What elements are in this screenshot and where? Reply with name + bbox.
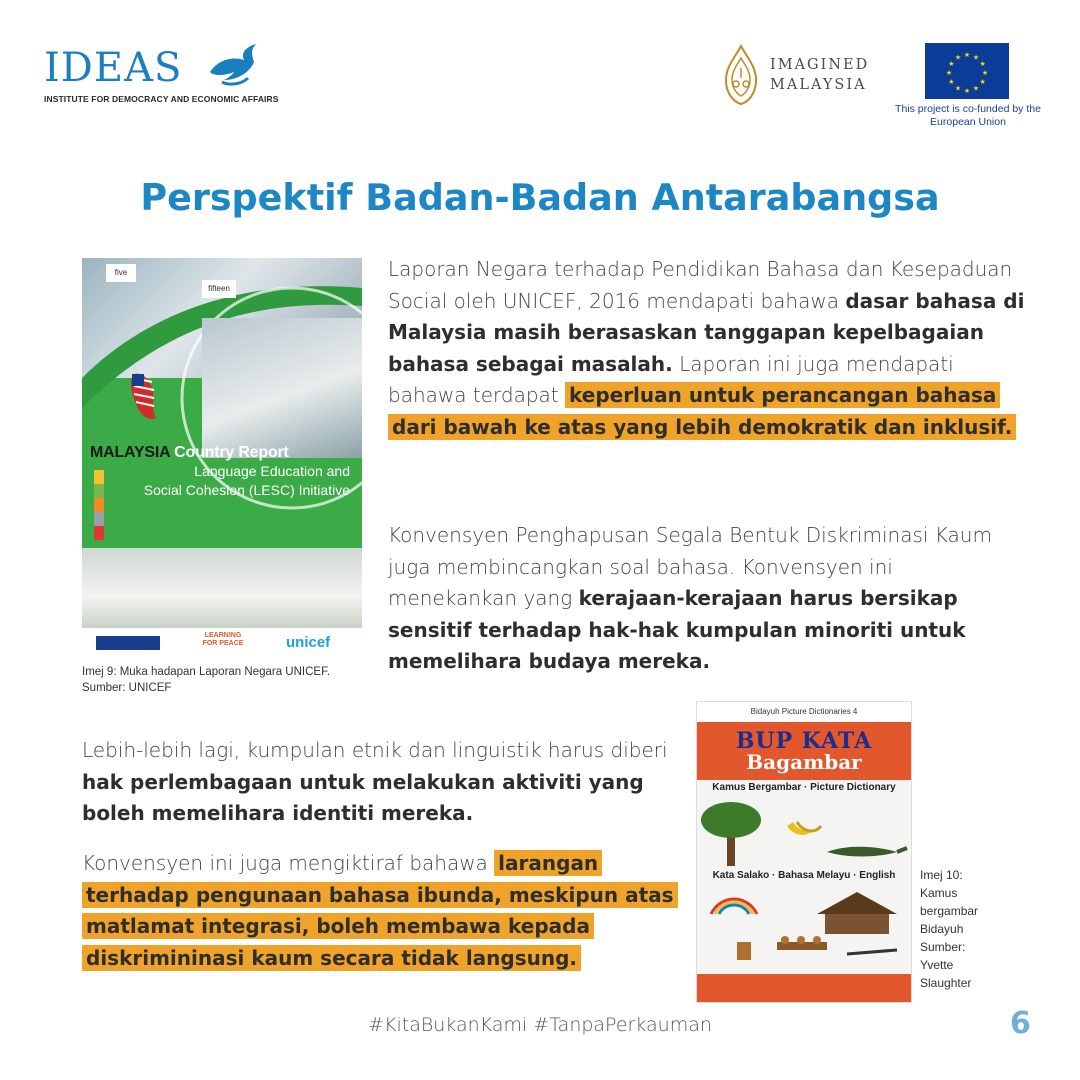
imagined-malaysia-logo bbox=[722, 44, 869, 106]
svg-text:★: ★ bbox=[963, 51, 971, 59]
p4-text-a: Konvensyen ini juga mengiktiraf bahawa bbox=[82, 851, 495, 875]
p4-highlight: larangan terhadap pengunaan bahasa ibunda, meskipun atas matlamat integrasi, boleh membawa kepada diskrimininasi kaum secara tidak langsung. bbox=[82, 850, 678, 971]
svg-text:★: ★ bbox=[945, 69, 953, 77]
unicef-logo: unicef bbox=[286, 634, 331, 651]
svg-text:★: ★ bbox=[979, 60, 986, 68]
malaysia-label: MALAYSIA bbox=[770, 77, 867, 93]
imagined-label: IMAGINED bbox=[770, 57, 870, 73]
p1-text-a: Laporan Negara terhadap Pendidikan Bahasa dan Kesepaduan Social oleh UNICEF, 2016 mendapati bahawa bbox=[388, 257, 1013, 313]
image9-caption: Imej 9: Muka hadapan Laporan Negara UNICEF. Sumber: UNICEF bbox=[82, 666, 331, 694]
svg-text:★: ★ bbox=[972, 84, 980, 93]
svg-text:★: ★ bbox=[954, 84, 962, 93]
ministry-logo-icon bbox=[96, 636, 160, 650]
cover-country: MALAYSIA bbox=[90, 444, 170, 461]
house-rainbow-illustration bbox=[697, 884, 911, 972]
svg-text:★: ★ bbox=[948, 60, 955, 68]
dove-icon bbox=[204, 42, 260, 92]
p3-bold: hak perlembagaan untuk melakukan aktiviti yang boleh memelihara identiti mereka. bbox=[82, 769, 644, 825]
eu-flag-icon bbox=[925, 43, 1009, 99]
learning-for-peace-logo: LEARNING FOR PEACE bbox=[202, 632, 244, 647]
dictionary-bottom-band bbox=[697, 974, 911, 1002]
p2-bold: kerajaan-kerajaan harus bersikap sensitif terhadap hak-hak kumpulan minoriti untuk memelihara budaya mereka. bbox=[388, 586, 966, 673]
ideas-wordmark: IDEAS bbox=[44, 45, 183, 91]
paragraph-unicef-report bbox=[388, 254, 1028, 443]
svg-text:★: ★ bbox=[948, 78, 955, 86]
svg-text:★: ★ bbox=[954, 53, 962, 62]
dictionary-title-2: Bagambar bbox=[746, 750, 862, 774]
cover-title bbox=[90, 444, 360, 500]
cover-footer bbox=[82, 628, 362, 660]
dictionary-subtitle: Kamus Bergambar · Picture Dictionary bbox=[712, 782, 896, 793]
dictionary-languages: Kata Salako · Bahasa Melayu · English bbox=[712, 870, 896, 881]
cover-color-bars bbox=[94, 470, 104, 540]
page-number: 6 bbox=[1010, 1006, 1031, 1041]
svg-text:★: ★ bbox=[979, 78, 986, 86]
paragraph-ethnic-groups bbox=[82, 735, 682, 830]
unicef-report-cover bbox=[82, 258, 362, 660]
bidayuh-dictionary-cover bbox=[696, 701, 912, 1003]
svg-text:★: ★ bbox=[972, 53, 980, 62]
cover-subtitle-1: Language Education and bbox=[194, 463, 350, 479]
paragraph-convention bbox=[388, 520, 1028, 678]
p1-bold: dasar bahasa di Malaysia masih berasaskan tanggapan kepelbagaian bahasa sebagai masalah. bbox=[388, 288, 1025, 376]
student-photo bbox=[202, 318, 362, 458]
ideas-subtitle: INSTITUTE FOR DEMOCRACY AND ECONOMIC AFFAIRS bbox=[44, 94, 279, 104]
svg-text:★: ★ bbox=[963, 87, 971, 95]
paragraph-mother-tongue bbox=[82, 848, 692, 974]
hashtags: #KitaBukanKami #TanpaPerkauman bbox=[368, 1014, 712, 1036]
dictionary-title-1: BUP KATA bbox=[735, 728, 873, 754]
p1-highlight: keperluan untuk perancangan bahasa dari bawah ke atas yang lebih demokratik dan inklusif. bbox=[388, 382, 1016, 440]
svg-text:★: ★ bbox=[981, 69, 989, 77]
card-fifteen: fifteen bbox=[202, 280, 236, 298]
p1-text-b: Laporan ini juga mendapati bahawa terdapat bbox=[388, 351, 954, 407]
ideas-logo bbox=[44, 45, 279, 104]
p2-text-a: Konvensyen Penghapusan Segala Bentuk Diskriminasi Kaum juga membincangkan soal bahasa. Konvensyen ini menekankan yang bbox=[388, 523, 992, 610]
wayang-ornament-icon bbox=[722, 44, 760, 106]
cover-report: Country Report bbox=[169, 444, 289, 461]
girl-photo bbox=[82, 548, 362, 628]
image10-caption: Imej 10: Kamus bergambar Bidayuh Sumber: Yvette Slaughter bbox=[920, 868, 979, 990]
cover-subtitle-2: Social Cohesion (LESC) Initiative bbox=[143, 482, 350, 498]
eu-funding-caption: This project is co-funded by the European Union bbox=[895, 103, 1041, 128]
malaysia-flag-map-icon bbox=[126, 368, 196, 428]
p3-text-a: Lebih-lebih lagi, kumpulan etnik dan linguistik harus diberi bbox=[82, 738, 668, 762]
tree-banana-crocodile-illustration bbox=[697, 796, 911, 870]
page-title: Perspektif Badan-Badan Antarabangsa bbox=[140, 176, 940, 219]
dictionary-series: Bidayuh Picture Dictionaries 4 bbox=[697, 702, 911, 722]
card-five: five bbox=[106, 264, 136, 282]
